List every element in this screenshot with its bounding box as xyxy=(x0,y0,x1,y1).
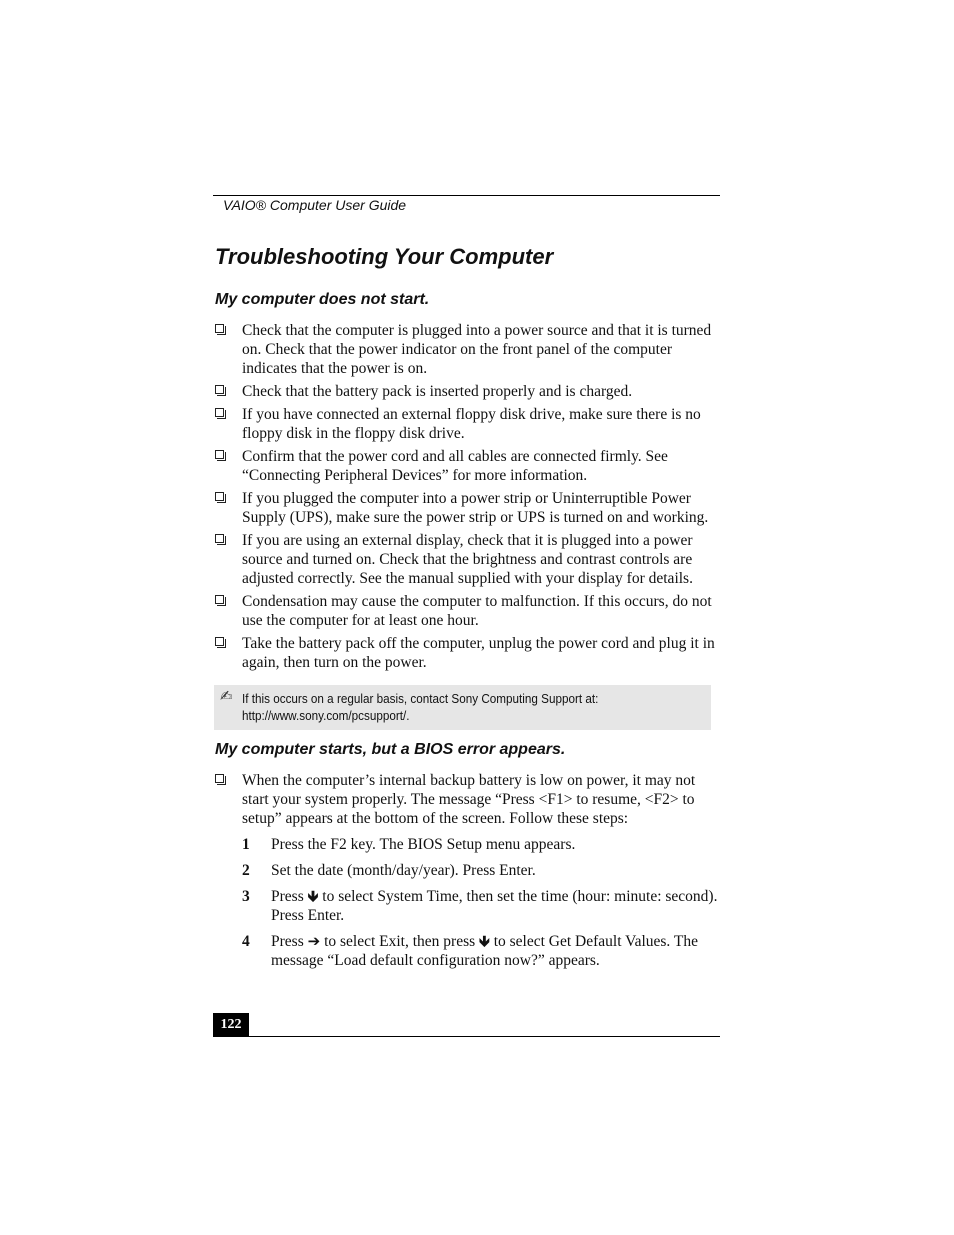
checkbox-bullet-icon xyxy=(215,450,224,459)
pencil-note-icon: ✍ xyxy=(220,687,233,705)
note-line: If this occurs on a regular basis, contact Sony Computing Support at: xyxy=(242,691,599,706)
step-text-pre: Press xyxy=(271,933,304,950)
list-item xyxy=(213,405,719,443)
list-item xyxy=(213,531,719,588)
list-item xyxy=(213,634,719,672)
footer-rule xyxy=(213,1036,720,1037)
checkbox-bullet-icon xyxy=(215,408,224,417)
checkbox-bullet-icon xyxy=(215,637,224,646)
step-number: 4 xyxy=(242,933,250,950)
checkbox-bullet-icon xyxy=(215,324,224,333)
list-item-text: If you are using an external display, check that it is plugged into a power source and turned on. Check that the brightness and contrast controls are adjusted correctly. See the manual supplied with your display for details. xyxy=(242,532,693,587)
checkbox-bullet-icon xyxy=(215,534,224,543)
checkbox-bullet-icon xyxy=(215,385,224,394)
page-number: 122 xyxy=(213,1013,249,1036)
section-heading-bios-error: My computer starts, but a BIOS error appears. xyxy=(215,741,566,758)
list-item-text: Take the battery pack off the computer, unplug the power cord and plug it in again, then turn on the power. xyxy=(242,635,715,671)
step-text-post: to select Get Default Values. The message “Load default configuration now?” appears. xyxy=(271,933,698,969)
step-text-mid: to select System Time, then set the time (hour: minute: second). Press Enter. xyxy=(271,888,718,924)
numbered-steps xyxy=(242,835,720,977)
list-item-text: If you plugged the computer into a power strip or Uninterruptible Power Supply (UPS), make sure the power strip or UPS is turned on and working. xyxy=(242,490,709,526)
step-item xyxy=(242,887,720,925)
right-arrow-icon: ➔ xyxy=(307,932,321,950)
list-item xyxy=(213,321,719,378)
list-item xyxy=(213,382,719,401)
down-arrow-icon: 🡻 xyxy=(307,887,319,905)
list-item-text: When the computer’s internal backup battery is low on power, it may not start your system properly. The message “Press <F1> to resume, <F2> to setup” appears at the bottom of the screen. Follow these steps: xyxy=(242,772,696,827)
note-text xyxy=(242,690,656,724)
step-number: 2 xyxy=(242,862,250,879)
running-head: VAIO® Computer User Guide xyxy=(223,197,407,213)
checkbox-bullet-icon xyxy=(215,595,224,604)
list-item-text: If you have connected an external floppy disk drive, make sure there is no floppy disk in the floppy disk drive. xyxy=(242,406,701,442)
step-text: Press the F2 key. The BIOS Setup menu appears. xyxy=(271,836,576,853)
step-text-mid: to select Exit, then press xyxy=(324,933,476,950)
step-item xyxy=(242,861,720,880)
checkbox-bullet-icon xyxy=(215,774,224,783)
bullet-list-does-not-start xyxy=(213,321,719,676)
list-item xyxy=(213,771,719,828)
step-item xyxy=(242,932,720,970)
step-number: 1 xyxy=(242,836,250,853)
down-arrow-icon: 🡻 xyxy=(479,932,490,950)
list-item xyxy=(213,592,719,630)
section-heading-does-not-start: My computer does not start. xyxy=(215,291,430,308)
step-item xyxy=(242,835,720,854)
header-rule xyxy=(213,195,720,196)
list-item-text: Check that the computer is plugged into a power source and that it is turned on. Check that the power indicator on the front panel of the computer indicates that the power is on. xyxy=(242,322,712,377)
step-text: Set the date (month/day/year). Press Enter. xyxy=(271,862,536,879)
checkbox-bullet-icon xyxy=(215,492,224,501)
page-title: Troubleshooting Your Computer xyxy=(215,244,554,269)
list-item-text: Condensation may cause the computer to malfunction. If this occurs, do not use the computer for at least one hour. xyxy=(242,593,712,629)
list-item-text: Check that the battery pack is inserted properly and is charged. xyxy=(242,383,633,400)
list-item xyxy=(213,489,719,527)
bullet-list-bios-error xyxy=(213,771,719,832)
list-item-text: Confirm that the power cord and all cables are connected firmly. See “Connecting Peripheral Devices” for more information. xyxy=(242,448,668,484)
note-box xyxy=(214,685,711,730)
support-url: http://www.sony.com/pcsupport/. xyxy=(242,708,410,723)
step-number: 3 xyxy=(242,888,250,905)
list-item xyxy=(213,447,719,485)
step-text-pre: Press xyxy=(271,888,304,905)
